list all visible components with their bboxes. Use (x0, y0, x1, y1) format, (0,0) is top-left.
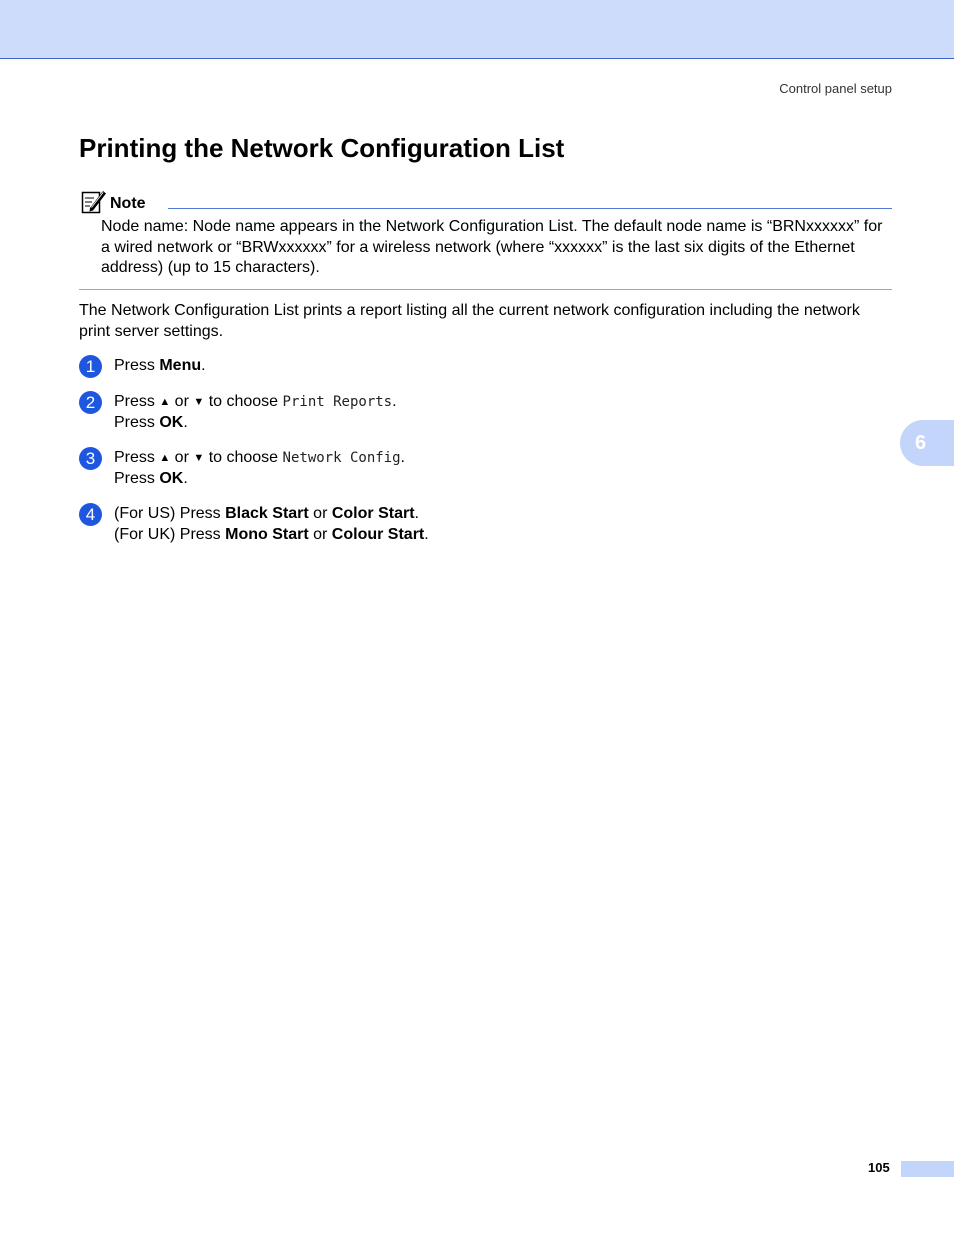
step-text: . (392, 393, 397, 410)
step-line (114, 469, 874, 490)
up-arrow-icon: ▲ (159, 452, 171, 464)
down-arrow-icon: ▼ (193, 452, 205, 464)
page-title: Printing the Network Configuration List (79, 133, 565, 163)
step-text: Press (114, 393, 160, 410)
step-number-badge: 4 (79, 503, 102, 526)
step-body (114, 504, 874, 545)
step-line (114, 392, 874, 413)
color-start-key-label: Color Start (331, 505, 415, 522)
menu-option-print-reports: Print Reports (282, 394, 393, 410)
step-text: or (170, 393, 194, 410)
step-text: . (400, 449, 405, 466)
step-number-badge: 2 (79, 391, 102, 414)
mono-start-key-label: Mono Start (225, 525, 309, 543)
step-text: . (414, 505, 419, 522)
step-text: . (201, 357, 206, 374)
intro-paragraph: The Network Configuration List prints a report listing all the current network configuration including the network print server settings. (79, 302, 860, 340)
ok-key-label: OK (159, 469, 184, 487)
menu-option-network-config: Network Config (282, 450, 401, 466)
step-text: Press (114, 357, 160, 374)
step-number-badge: 1 (79, 355, 102, 378)
step-text: (For US) Press (114, 505, 226, 522)
note-pencil-icon (81, 188, 107, 214)
ok-key-label: OK (159, 413, 184, 431)
step-line (114, 525, 874, 546)
top-header-band (0, 0, 954, 59)
step-text: or (308, 505, 332, 522)
menu-key-label: Menu (159, 357, 202, 374)
note-box (79, 188, 892, 290)
page-number: 105 (868, 1160, 890, 1175)
step-line (114, 504, 874, 525)
down-arrow-icon: ▼ (193, 396, 205, 408)
step-text: Press (114, 413, 160, 431)
step-text: or (170, 449, 194, 466)
step-text: . (183, 469, 188, 487)
step-text: Press (114, 469, 160, 487)
black-start-key-label: Black Start (225, 505, 309, 522)
step-text: or (308, 525, 332, 543)
step-body (114, 356, 874, 377)
step-line (114, 448, 874, 469)
step-text: to choose (204, 393, 283, 410)
step-number-badge: 3 (79, 447, 102, 470)
step-line (114, 356, 874, 377)
step-text: (For UK) Press (114, 525, 226, 543)
step-body (114, 448, 874, 489)
chapter-tab: 6 (900, 420, 954, 466)
note-text: Node name: Node name appears in the Network Configuration List. The default node name is “BRNxxxxxx” for a wired network or “BRWxxxxxx” for a wireless network (where “xxxxxx” is the last six digits of the Ethernet address) (up to 15 characters). (101, 218, 883, 276)
step-text: . (424, 525, 429, 543)
note-label: Note (110, 195, 146, 212)
step-text: to choose (204, 449, 283, 466)
step-body (114, 392, 874, 433)
step-text: Press (114, 449, 160, 466)
footer-band (901, 1161, 954, 1177)
note-divider (168, 208, 892, 209)
colour-start-key-label: Colour Start (331, 525, 425, 543)
up-arrow-icon: ▲ (159, 396, 171, 408)
running-header: Control panel setup (779, 81, 892, 96)
step-line (114, 413, 874, 434)
step-text: . (183, 413, 188, 431)
